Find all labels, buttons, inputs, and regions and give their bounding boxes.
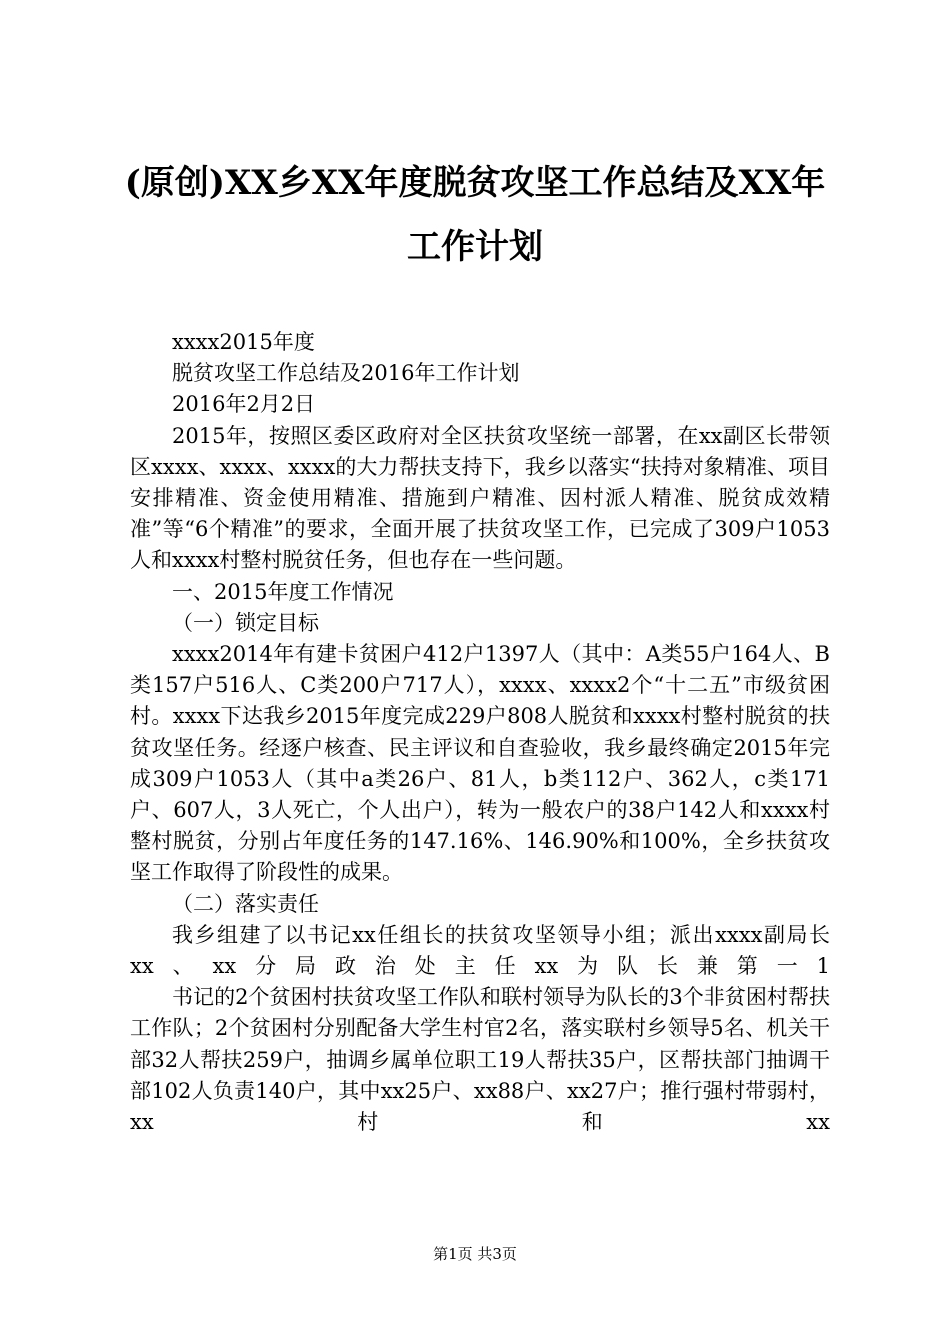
section-heading-1: 一、2015年度工作情况: [172, 579, 394, 604]
targets-paragraph: xxxx2014年有建卡贫困户412户1397人（其中：A类55户164人、B类157户516人、C类200户717人），xxxx、xxxx2个“十二五”市级贫困村。xxxx下达我乡2015年度完成229户808人脱贫和xxxx村整村脱贫的扶贫攻坚任务。经逐户核查、民主评议和自查验收，我乡最终确定2015年完成309户1053人（其中a类26户、81人，b类112户、362人，c类171户、607人，3人死亡，个人出户），转为一般农户的38户142人和xxxx村整村脱贫，分别占年度任务的147.16%、146.90%和100%，全乡扶贫攻坚工作取得了阶段性的成果。: [130, 642, 830, 885]
subsection-heading-2: （二）落实责任: [172, 891, 319, 916]
page-footer: 第1页 共3页: [433, 1245, 517, 1263]
document-title-line-2: 工作计划: [407, 227, 543, 267]
responsibility-paragraph-1: 我乡组建了以书记xx任组长的扶贫攻坚领导小组；派出xxxx副局长xx、xx分局政治处主任xx为队长兼第一1: [130, 922, 830, 979]
date-line: 2016年2月2日: [172, 392, 316, 417]
document-title-line-1: (原创)XX乡XX年度脱贫攻坚工作总结及XX年: [124, 163, 826, 203]
document-body: [130, 327, 830, 1138]
subtitle-line: 脱贫攻坚工作总结及2016年工作计划: [172, 361, 520, 386]
intro-paragraph: 2015年，按照区委区政府对全区扶贫攻坚统一部署，在xx副区长带领区xxxx、xxxx、xxxx的大力帮扶支持下，我乡以落实“扶持对象精准、项目安排精准、资金使用精准、措施到户精准、因村派人精准、脱贫成效精准”等“6个精准”的要求，全面开展了扶贫攻坚工作，已完成了309户1053人和xxxx村整村脱贫任务，但也存在一些问题。: [130, 423, 830, 573]
subsection-heading-1: （一）锁定目标: [172, 610, 319, 635]
org-year-line: xxxx2015年度: [172, 330, 315, 354]
responsibility-paragraph-2: 书记的2个贫困村扶贫攻坚工作队和联村领导为队长的3个非贫困村帮扶工作队；2个贫困村分别配备大学生村官2名，落实联村乡领导5名、机关干部32人帮扶259户，抽调乡属单位职工19人帮扶35户，区帮扶部门抽调干部102人负责140户，其中xx25户、xx88户、xx27户；推行强村带弱村，xx村和xx: [130, 985, 830, 1135]
